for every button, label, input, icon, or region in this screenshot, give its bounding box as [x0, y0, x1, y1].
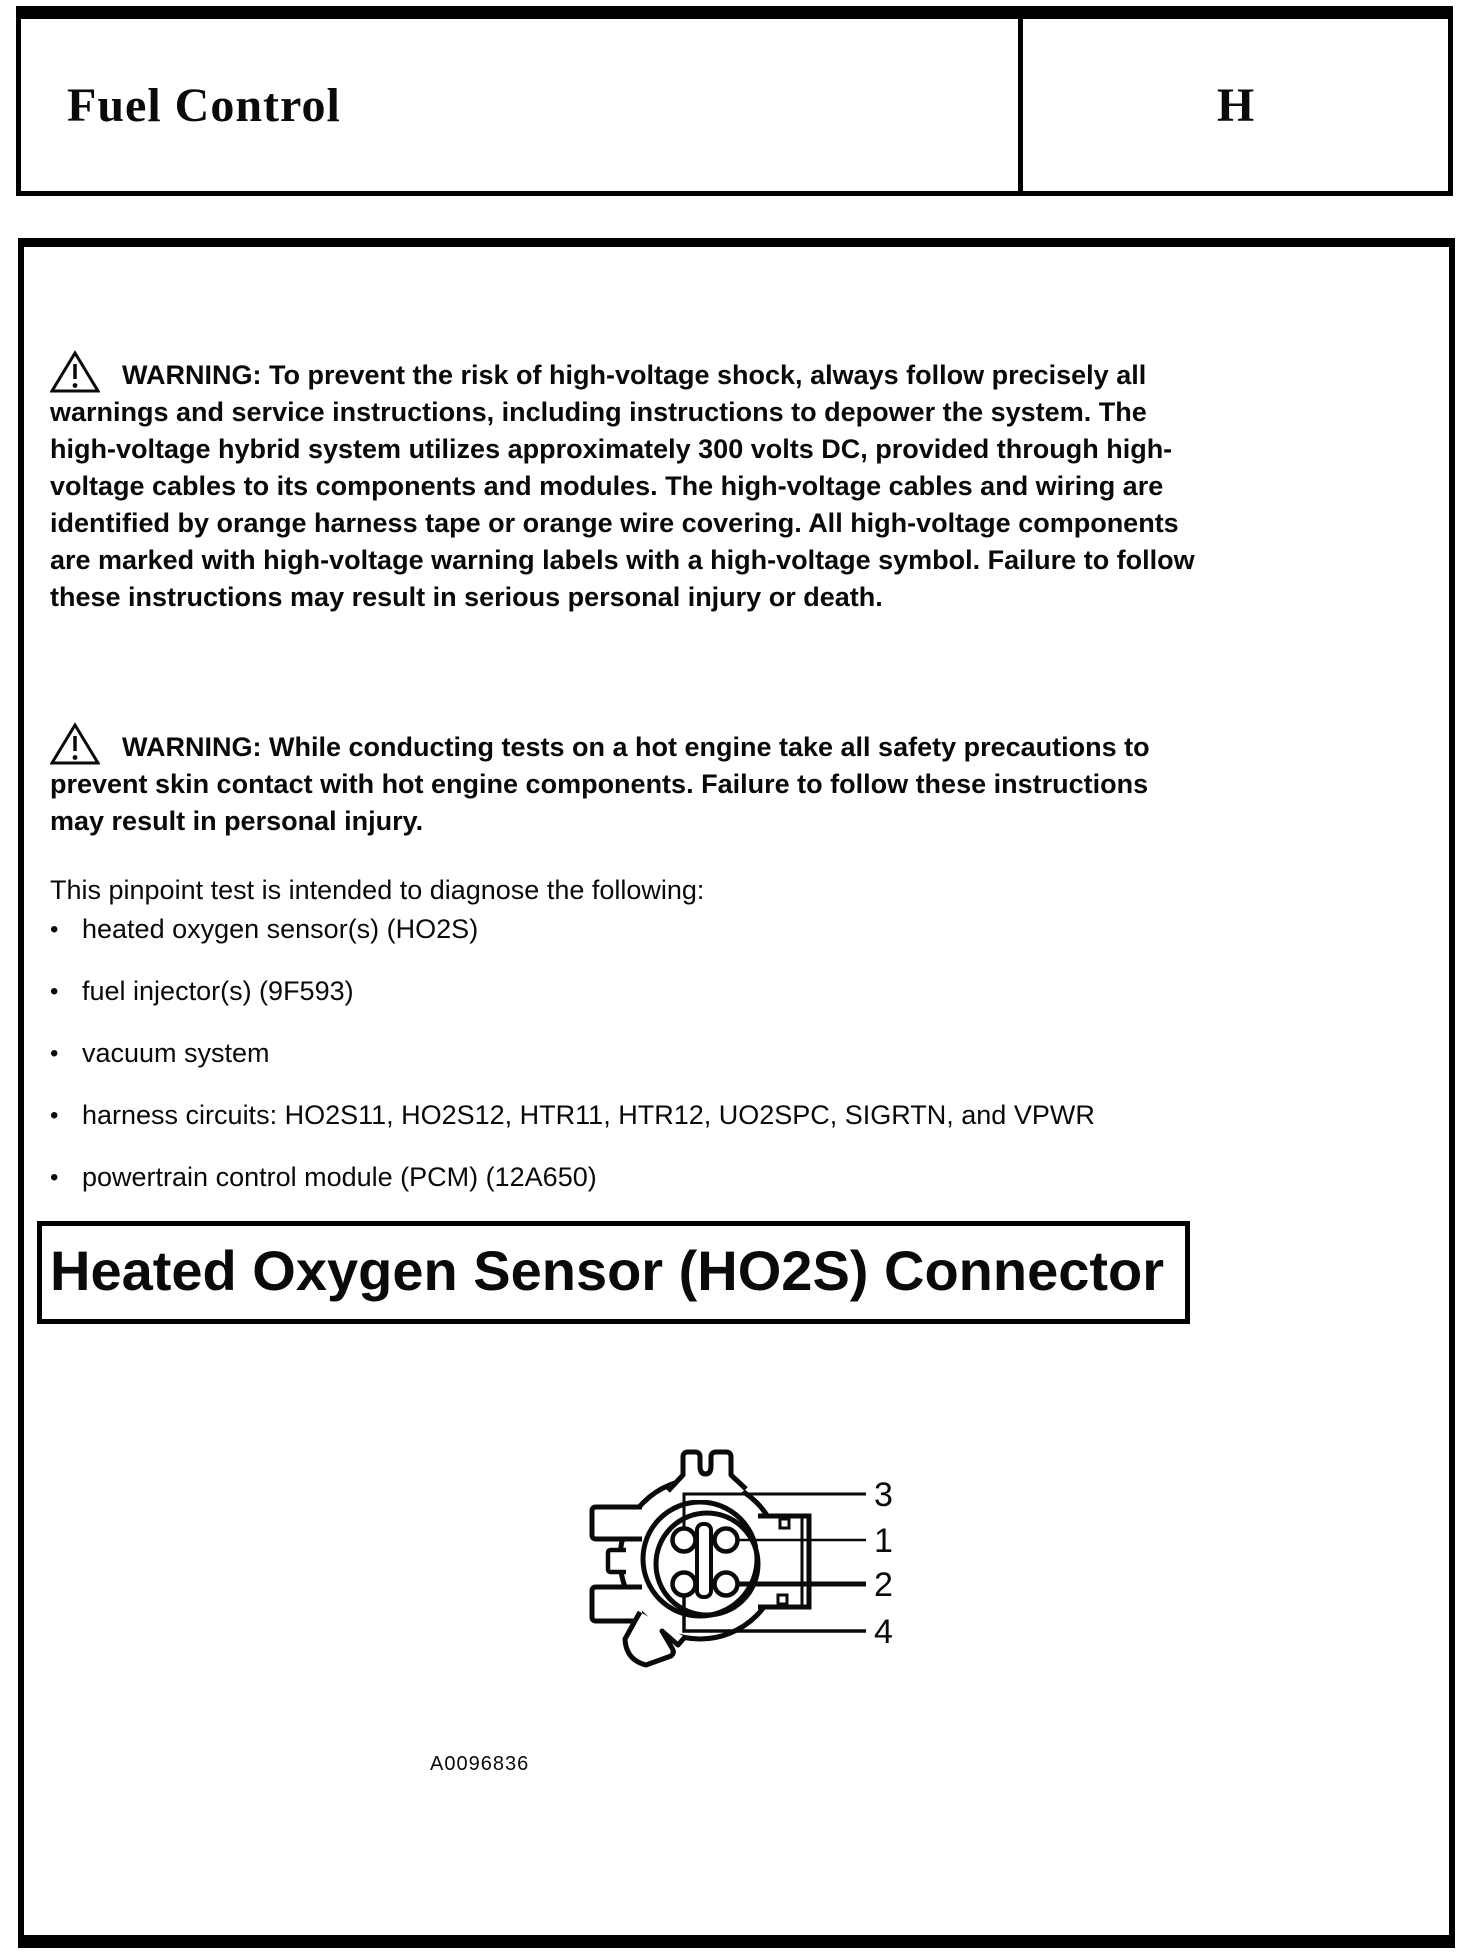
- hot-engine-warning: [50, 722, 1200, 840]
- pin-4: [673, 1573, 696, 1596]
- warning-text: WARNING: To prevent the risk of high-voltage shock, always follow precisely all warnings and service instructions, including instructions to depower the system. The high-voltage hybrid system utilizes approximately 300 volts DC, provided through high-voltage cables to its components and modules. The high-voltage cables and wiring are identified by orange harness tape or orange wire covering. All high-voltage components are marked with high-voltage warning labels with a high-voltage symbol. Failure to follow these instructions may result in serious personal injury or death.: [50, 360, 1195, 612]
- ho2s-connector-diagram: [540, 1419, 1020, 1749]
- bullet-glyph: •: [50, 1040, 59, 1067]
- page-header-box: [16, 6, 1453, 196]
- section-title: Heated Oxygen Sensor (HO2S) Connector: [50, 1239, 1165, 1302]
- high-voltage-warning: [50, 350, 1200, 616]
- connector-left-tab-top: [592, 1507, 642, 1539]
- pinpoint-test-intro: This pinpoint test is intended to diagnose the following:: [50, 875, 705, 905]
- bullet-glyph: •: [50, 978, 59, 1005]
- pin-label-1: 1: [874, 1522, 893, 1560]
- pin-label-4: 4: [874, 1613, 893, 1651]
- warning-triangle-icon: [50, 722, 100, 766]
- bullet-glyph: •: [50, 1164, 59, 1191]
- header-title-cell: [21, 19, 1018, 191]
- diagnosis-bullet-list: [50, 911, 1200, 1221]
- bullet-glyph: •: [50, 1102, 59, 1129]
- connector-left-notch: [608, 1550, 626, 1572]
- connector-left-tab-bottom: [592, 1587, 642, 1621]
- warning-text: WARNING: While conducting tests on a hot engine take all safety precautions to prevent skin contact with hot engine components. Failure to follow these instructions may result in personal injury.: [50, 732, 1150, 836]
- pin-label-2: 2: [874, 1566, 893, 1604]
- list-item-text: fuel injector(s) (9F593): [82, 976, 354, 1006]
- list-item: [50, 1159, 1200, 1196]
- page-title: Fuel Control: [67, 78, 341, 132]
- list-item-text: heated oxygen sensor(s) (HO2S): [82, 914, 479, 944]
- connector-center-slot: [697, 1524, 711, 1597]
- section-letter: H: [1216, 78, 1255, 132]
- figure-id: A0096836: [430, 1753, 530, 1775]
- pin-1: [715, 1529, 738, 1552]
- warning-triangle-icon: [50, 350, 100, 394]
- content-frame: [18, 238, 1455, 1948]
- pin-3: [673, 1529, 696, 1552]
- bullet-glyph: •: [50, 916, 59, 943]
- connector-right-extension: [758, 1516, 812, 1607]
- pin-label-3: 3: [874, 1476, 893, 1514]
- list-item: [50, 1097, 1200, 1134]
- list-item: [50, 1035, 1200, 1072]
- header-section-cell: [1018, 19, 1448, 191]
- pin-2: [715, 1573, 738, 1596]
- list-item-text: harness circuits: HO2S11, HO2S12, HTR11, HTR12, UO2SPC, SIGRTN, and VPWR: [82, 1100, 1095, 1130]
- list-item-text: vacuum system: [82, 1038, 270, 1068]
- list-item-text: powertrain control module (PCM) (12A650): [82, 1162, 597, 1192]
- list-item: [50, 911, 1200, 948]
- list-item: [50, 973, 1200, 1010]
- section-title-box: [37, 1221, 1190, 1324]
